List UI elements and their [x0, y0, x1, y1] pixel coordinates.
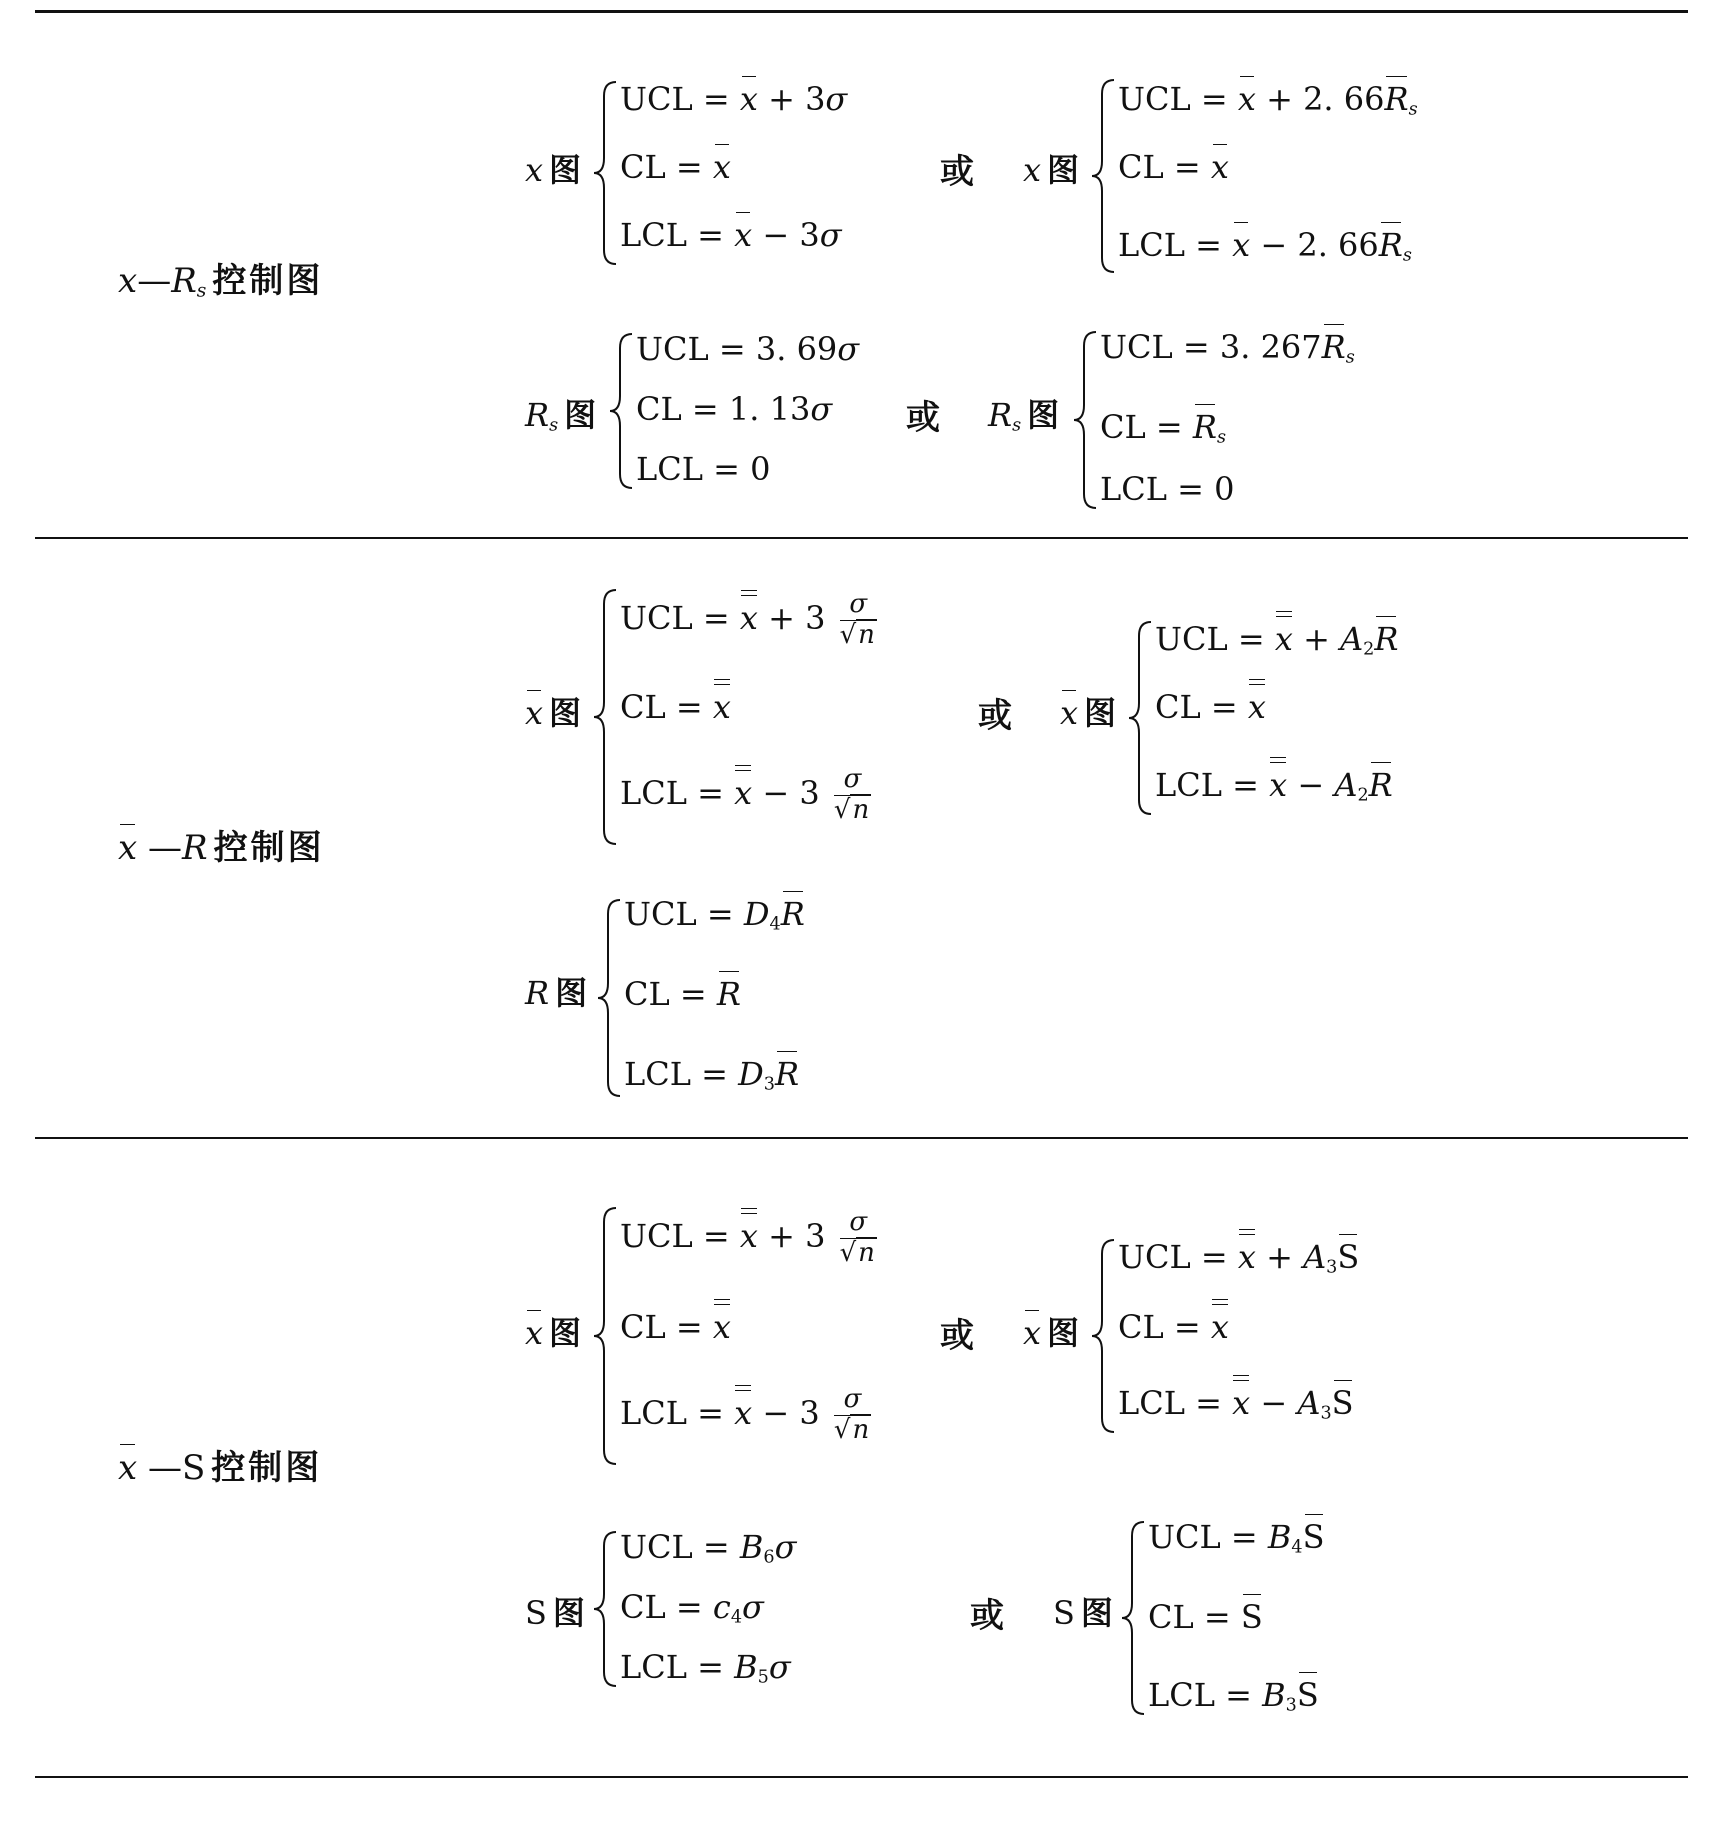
- row-title-x-rs: $x—R_s$ 控制图: [118, 261, 324, 302]
- left-brace: [608, 332, 636, 490]
- left-brace: [1127, 620, 1155, 816]
- formula-lcl-alt: LCL = 0: [1100, 470, 1235, 508]
- table-top-rule: [35, 10, 1688, 13]
- left-brace: [1090, 1238, 1118, 1434]
- formula-lcl-alt: LCL = $B_3S$: [1148, 1676, 1319, 1716]
- s-chart-label-alt: S 图: [1053, 1594, 1113, 1632]
- formula-ucl-alt: UCL = $B_4S$: [1148, 1518, 1325, 1558]
- formula-ucl: UCL = 3. 69σ: [636, 330, 860, 368]
- formula-ucl: UCL = $D_4R$: [624, 895, 805, 935]
- rs-chart-label: $R_s$ 图: [525, 396, 597, 436]
- formula-ucl: UCL = x + 3σ: [620, 80, 848, 118]
- formula-ucl-alt: UCL = $x + A_3S$: [1118, 1238, 1360, 1278]
- xbar-chart-label: x 图: [525, 1314, 582, 1352]
- or-label: 或: [970, 1596, 1004, 1636]
- table-bottom-rule: [35, 1776, 1688, 1778]
- formula-cl-alt: CL = $R_s$: [1100, 408, 1227, 448]
- rs-chart-label-alt: $R_s$ 图: [988, 396, 1060, 436]
- x-chart-label-alt: x 图: [1023, 151, 1080, 189]
- formula-lcl-alt: LCL = $x - A_2R$: [1155, 766, 1393, 806]
- or-label: 或: [940, 152, 974, 192]
- left-brace: [592, 588, 620, 846]
- formula-cl: CL = x: [620, 148, 731, 186]
- xbar-chart-label-alt: x 图: [1023, 1314, 1080, 1352]
- formula-lcl-alt: LCL = $x - A_3S$: [1118, 1384, 1354, 1424]
- formula-ucl: UCL = x + 3 $\frac{\sigma}{√n}$: [620, 589, 875, 650]
- row-divider-1: [35, 537, 1688, 539]
- row-title-xbar-r: x —R 控制图: [118, 828, 325, 868]
- formula-cl: CL = R: [624, 975, 741, 1013]
- formula-lcl: LCL = $B_5\sigma$: [620, 1648, 791, 1688]
- s-chart-label: S 图: [525, 1594, 585, 1632]
- or-label: 或: [906, 398, 940, 438]
- formula-lcl: LCL = $D_3R$: [624, 1055, 800, 1095]
- left-brace: [596, 898, 624, 1098]
- left-brace: [1120, 1520, 1148, 1716]
- formula-cl: CL = x: [620, 688, 731, 726]
- formula-cl-alt: CL = x: [1155, 688, 1266, 726]
- formula-cl-alt: CL = x: [1118, 1308, 1229, 1346]
- formula-lcl: LCL = 0: [636, 450, 771, 488]
- left-brace: [592, 80, 620, 266]
- formula-ucl: UCL = $B_6\sigma$: [620, 1528, 797, 1568]
- xbar-chart-label: x 图: [525, 694, 582, 732]
- or-label: 或: [940, 1316, 974, 1356]
- formula-cl: CL = x: [620, 1308, 731, 1346]
- or-label: 或: [978, 696, 1012, 736]
- formula-lcl: LCL = x − 3σ: [620, 216, 842, 254]
- x-chart-label: x 图: [525, 151, 582, 189]
- left-brace: [592, 1206, 620, 1466]
- left-brace: [1090, 78, 1118, 274]
- formula-ucl-alt: UCL = x + 2. $66R_s$: [1118, 80, 1418, 120]
- row-title-xbar-s: x —S 控制图: [118, 1448, 323, 1488]
- r-chart-label: R 图: [525, 974, 588, 1012]
- formula-cl-alt: CL = S: [1148, 1598, 1263, 1636]
- row-divider-2: [35, 1137, 1688, 1139]
- formula-cl: CL = $c_4\sigma$: [620, 1588, 764, 1628]
- left-brace: [592, 1530, 620, 1688]
- formula-cl: CL = 1. 13σ: [636, 390, 833, 428]
- formula-lcl: LCL = x − 3 $\frac{\sigma}{√n}$: [620, 764, 870, 825]
- formula-lcl-alt: LCL = x − 2. $66R_s$: [1118, 226, 1412, 266]
- formula-ucl-alt: UCL = $x + A_2R$: [1155, 620, 1399, 660]
- left-brace: [1072, 330, 1100, 510]
- formula-ucl: UCL = x + 3 $\frac{\sigma}{√n}$: [620, 1207, 875, 1268]
- formula-cl-alt: CL = x: [1118, 148, 1229, 186]
- formula-lcl: LCL = x − 3 $\frac{\sigma}{√n}$: [620, 1384, 870, 1445]
- formula-ucl-alt: UCL = 3. $267R_s$: [1100, 328, 1355, 368]
- xbar-chart-label-alt: x 图: [1060, 694, 1117, 732]
